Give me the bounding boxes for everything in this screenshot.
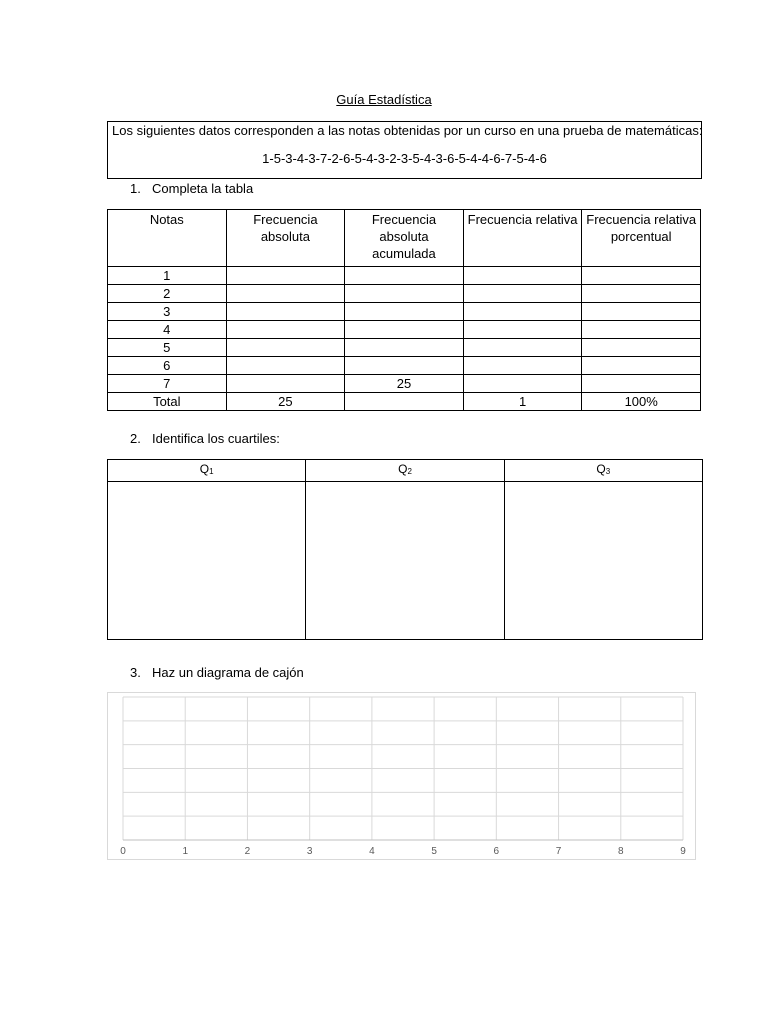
chart-x-tick-label: 7 [555, 846, 562, 857]
frequency-cell[interactable]: 100% [582, 393, 701, 411]
total-label-cell: Total [108, 393, 227, 411]
frequency-cell[interactable] [463, 339, 582, 357]
quartiles-answer-row [108, 482, 703, 640]
frequency-cell[interactable] [463, 285, 582, 303]
frequency-cell[interactable] [463, 321, 582, 339]
frequency-cell[interactable] [345, 267, 464, 285]
header-frecuencia-relativa-porcentual: Frecuencia relativa porcentual [582, 210, 701, 267]
quartile-q1-answer-cell[interactable] [108, 482, 306, 640]
row-label-cell: 7 [108, 375, 227, 393]
frequency-table [107, 209, 701, 411]
frequency-cell[interactable]: 25 [345, 375, 464, 393]
frequency-cell[interactable] [345, 285, 464, 303]
frequency-cell[interactable] [463, 303, 582, 321]
quartile-q3-symbol: Q [596, 462, 606, 476]
frequency-cell[interactable] [582, 339, 701, 357]
data-statement-box [107, 121, 702, 179]
frequency-cell[interactable] [345, 339, 464, 357]
quartile-q3-answer-cell[interactable] [504, 482, 702, 640]
chart-x-tick-label: 1 [182, 846, 189, 857]
frequency-table-row [108, 303, 701, 321]
section-3-label: Haz un diagrama de cajón [152, 665, 304, 680]
frequency-table-row [108, 357, 701, 375]
frequency-cell[interactable] [226, 339, 345, 357]
frequency-cell[interactable] [582, 267, 701, 285]
chart-x-tick-label: 8 [617, 846, 624, 857]
chart-x-tick-label: 3 [306, 846, 313, 857]
quartile-q3-subscript: 3 [605, 467, 611, 476]
frequency-cell[interactable] [345, 357, 464, 375]
frequency-cell[interactable]: 25 [226, 393, 345, 411]
chart-x-tick-label: 6 [493, 846, 500, 857]
frequency-table-row [108, 267, 701, 285]
frequency-cell[interactable] [582, 303, 701, 321]
frequency-cell[interactable] [226, 357, 345, 375]
quartile-q1-symbol: Q [199, 462, 210, 476]
quartile-q2-subscript: 2 [407, 467, 412, 476]
row-label-cell: 6 [108, 357, 227, 375]
frequency-table-header-row [108, 210, 701, 267]
frequency-cell[interactable] [582, 285, 701, 303]
quartile-q1-header [108, 460, 306, 482]
frequency-cell[interactable]: 1 [463, 393, 582, 411]
section-2-heading [130, 431, 280, 446]
quartiles-table [107, 459, 703, 640]
section-1-heading [130, 181, 253, 196]
quartile-q1-subscript: 1 [209, 467, 214, 476]
row-label-cell: 5 [108, 339, 227, 357]
frequency-table-row [108, 321, 701, 339]
frequency-cell[interactable] [463, 267, 582, 285]
row-label-cell: 2 [108, 285, 227, 303]
header-frecuencia-relativa: Frecuencia relativa [463, 210, 582, 267]
frequency-cell[interactable] [582, 357, 701, 375]
frequency-cell[interactable] [463, 375, 582, 393]
section-2-number: 2. [130, 431, 141, 446]
frequency-table-row [108, 339, 701, 357]
chart-x-tick-label: 5 [431, 846, 437, 857]
frequency-cell[interactable] [582, 321, 701, 339]
chart-x-tick-label: 2 [244, 846, 251, 857]
header-frecuencia-absoluta: Frecuencia absoluta [226, 210, 345, 267]
box-plot-chart-area [107, 692, 696, 860]
frequency-cell[interactable] [226, 303, 345, 321]
quartile-q2-symbol: Q [398, 462, 408, 476]
row-label-cell: 3 [108, 303, 227, 321]
frequency-cell[interactable] [345, 303, 464, 321]
frequency-table-row [108, 393, 701, 411]
header-frecuencia-absoluta-acumulada: Frecuencia absoluta acumulada [345, 210, 464, 267]
frequency-cell[interactable] [463, 357, 582, 375]
quartile-q2-header [306, 460, 504, 482]
quartile-q3-header [504, 460, 702, 482]
header-notas: Notas [108, 210, 227, 267]
box-plot-chart-svg [108, 693, 695, 859]
quartile-q2-answer-cell[interactable] [306, 482, 504, 640]
chart-x-tick-label: 4 [369, 846, 375, 857]
frequency-table-row [108, 285, 701, 303]
quartiles-header-row [108, 460, 703, 482]
frequency-cell[interactable] [226, 375, 345, 393]
frequency-table-row [108, 375, 701, 393]
frequency-cell[interactable] [345, 321, 464, 339]
frequency-cell[interactable] [226, 267, 345, 285]
row-label-cell: 4 [108, 321, 227, 339]
section-3-heading [130, 665, 304, 680]
frequency-cell[interactable] [226, 285, 345, 303]
section-2-label: Identifica los cuartiles: [152, 431, 280, 446]
frequency-cell[interactable] [582, 375, 701, 393]
section-1-label: Completa la tabla [152, 181, 254, 196]
data-sequence: 1-5-3-4-3-7-2-6-5-4-3-2-3-5-4-3-6-5-4-4-6-7-5-4-6 [262, 151, 547, 166]
data-intro-text: Los siguientes datos corresponden a las notas obtenidas por un curso en una prueba de matemáticas: [112, 123, 703, 138]
section-3-number: 3. [130, 665, 141, 680]
chart-x-tick-label: 0 [120, 846, 126, 857]
frequency-cell[interactable] [345, 393, 464, 411]
section-1-number: 1. [130, 181, 141, 196]
row-label-cell: 1 [108, 267, 227, 285]
chart-x-tick-label: 9 [680, 846, 686, 857]
page-title: Guía Estadística [336, 92, 432, 107]
frequency-cell[interactable] [226, 321, 345, 339]
